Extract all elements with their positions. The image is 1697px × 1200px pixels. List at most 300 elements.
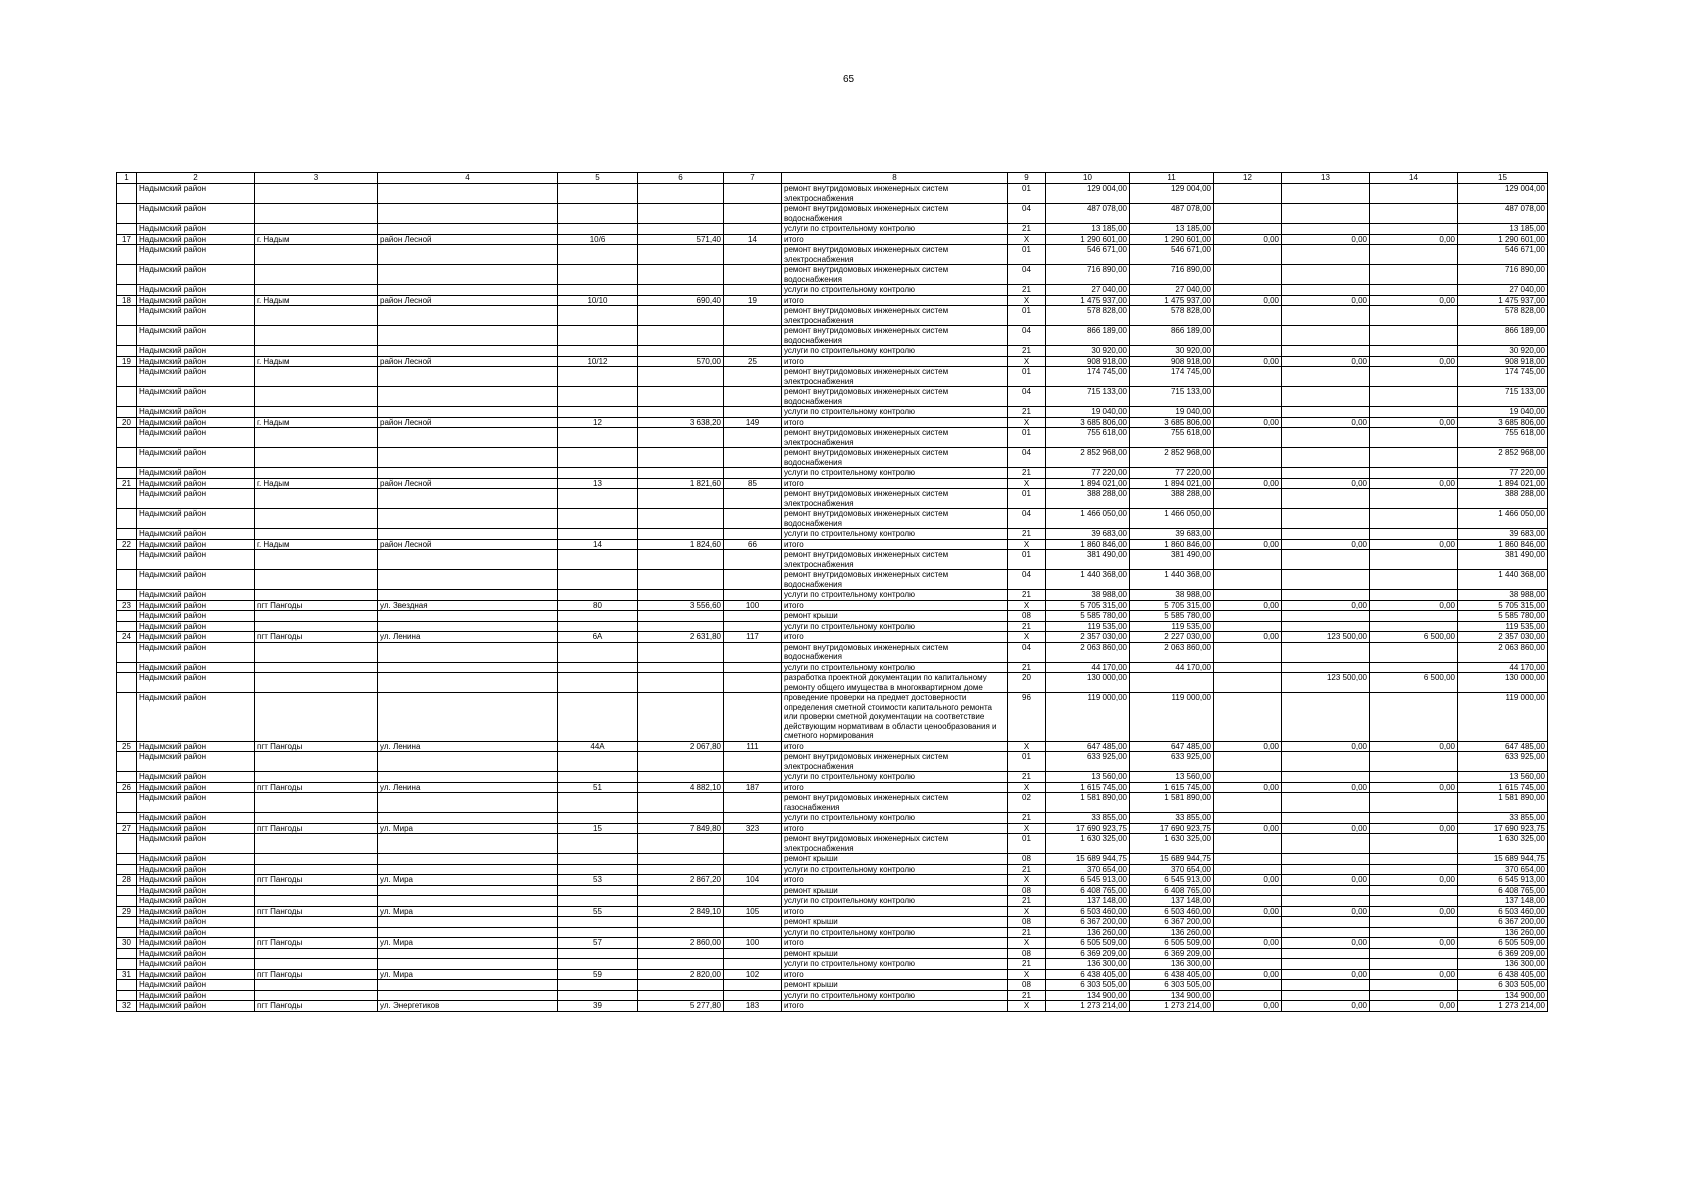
street-cell xyxy=(378,468,558,479)
house-number-cell xyxy=(558,834,638,854)
area-cell: 5 277,80 xyxy=(638,1001,724,1012)
house-number-cell xyxy=(558,468,638,479)
settlement-cell xyxy=(255,990,378,1001)
street-cell xyxy=(378,184,558,204)
fund-cost-cell: 5 705 315,00 xyxy=(1130,600,1214,611)
work-code-cell: 04 xyxy=(1008,448,1046,468)
street-cell: ул. Мира xyxy=(378,906,558,917)
settlement-cell: г. Надым xyxy=(255,539,378,550)
street-cell xyxy=(378,752,558,772)
fund-cost-cell: 1 440 368,00 xyxy=(1130,570,1214,590)
table-row xyxy=(117,346,1548,357)
settlement-cell xyxy=(255,642,378,662)
municipal-cost-cell: 0,00 xyxy=(1282,1001,1370,1012)
area-cell xyxy=(638,285,724,296)
municipality-cell: Надымский район xyxy=(137,896,255,907)
municipal-cost-cell xyxy=(1282,570,1370,590)
row-number-cell xyxy=(117,813,137,824)
fund-cost-cell: 119 535,00 xyxy=(1130,621,1214,632)
column-number-13: 13 xyxy=(1282,173,1370,184)
budget-cost-cell xyxy=(1214,927,1282,938)
street-cell: район Лесной xyxy=(378,417,558,428)
residents-cell: 66 xyxy=(724,539,782,550)
work-code-cell: 01 xyxy=(1008,184,1046,204)
owners-cost-cell: 0,00 xyxy=(1370,417,1458,428)
budget-cost-cell xyxy=(1214,864,1282,875)
fund-cost-cell: 39 683,00 xyxy=(1130,529,1214,540)
municipality-cell: Надымский район xyxy=(137,468,255,479)
street-cell xyxy=(378,285,558,296)
work-code-cell: X xyxy=(1008,1001,1046,1012)
amount-cell: 136 300,00 xyxy=(1458,959,1548,970)
owners-cost-cell xyxy=(1370,448,1458,468)
house-number-cell xyxy=(558,224,638,235)
owners-cost-cell xyxy=(1370,590,1458,601)
total-cost-cell: 5 705 315,00 xyxy=(1046,600,1130,611)
settlement-cell xyxy=(255,885,378,896)
municipality-cell: Надымский район xyxy=(137,600,255,611)
settlement-cell: пгт Пангоды xyxy=(255,969,378,980)
amount-cell: 19 040,00 xyxy=(1458,407,1548,418)
municipality-cell: Надымский район xyxy=(137,927,255,938)
residents-cell xyxy=(724,590,782,601)
owners-cost-cell xyxy=(1370,224,1458,235)
area-cell xyxy=(638,990,724,1001)
total-cost-cell: 1 894 021,00 xyxy=(1046,478,1130,489)
work-code-cell: 01 xyxy=(1008,550,1046,570)
amount-cell: 6 369 209,00 xyxy=(1458,948,1548,959)
fund-cost-cell: 381 490,00 xyxy=(1130,550,1214,570)
budget-cost-cell xyxy=(1214,306,1282,326)
municipal-cost-cell: 0,00 xyxy=(1282,356,1370,367)
budget-cost-cell xyxy=(1214,611,1282,622)
settlement-cell xyxy=(255,693,378,742)
municipal-cost-cell: 0,00 xyxy=(1282,417,1370,428)
amount-cell: 33 855,00 xyxy=(1458,813,1548,824)
settlement-cell: пгт Пангоды xyxy=(255,600,378,611)
municipality-cell: Надымский район xyxy=(137,621,255,632)
municipality-cell: Надымский район xyxy=(137,969,255,980)
work-type-cell: ремонт внутридомовых инженерных систем электроснабжения xyxy=(782,428,1008,448)
settlement-cell xyxy=(255,224,378,235)
table-row xyxy=(117,662,1548,673)
municipal-cost-cell xyxy=(1282,793,1370,813)
budget-cost-cell xyxy=(1214,448,1282,468)
house-number-cell xyxy=(558,752,638,772)
row-number-cell xyxy=(117,570,137,590)
budget-cost-cell xyxy=(1214,204,1282,224)
table-row xyxy=(117,428,1548,448)
fund-cost-cell: 1 894 021,00 xyxy=(1130,478,1214,489)
street-cell xyxy=(378,590,558,601)
municipality-cell: Надымский район xyxy=(137,367,255,387)
work-type-cell: услуги по строительному контролю xyxy=(782,285,1008,296)
fund-cost-cell: 1 860 846,00 xyxy=(1130,539,1214,550)
street-cell xyxy=(378,367,558,387)
owners-cost-cell xyxy=(1370,550,1458,570)
amount-cell: 755 618,00 xyxy=(1458,428,1548,448)
total-cost-cell: 2 852 968,00 xyxy=(1046,448,1130,468)
total-cost-cell: 15 689 944,75 xyxy=(1046,854,1130,865)
row-number-cell xyxy=(117,468,137,479)
amount-cell: 388 288,00 xyxy=(1458,489,1548,509)
house-number-cell: 80 xyxy=(558,600,638,611)
budget-cost-cell xyxy=(1214,917,1282,928)
row-number-cell xyxy=(117,326,137,346)
row-number-cell xyxy=(117,407,137,418)
settlement-cell: г. Надым xyxy=(255,234,378,245)
street-cell xyxy=(378,693,558,742)
house-number-cell xyxy=(558,611,638,622)
owners-cost-cell xyxy=(1370,793,1458,813)
area-cell: 1 824,60 xyxy=(638,539,724,550)
owners-cost-cell: 6 500,00 xyxy=(1370,673,1458,693)
owners-cost-cell xyxy=(1370,326,1458,346)
residents-cell xyxy=(724,306,782,326)
house-number-cell: 10/6 xyxy=(558,234,638,245)
row-number-cell xyxy=(117,509,137,529)
work-type-cell: ремонт внутридомовых инженерных систем электроснабжения xyxy=(782,184,1008,204)
settlement-cell: г. Надым xyxy=(255,417,378,428)
house-number-cell xyxy=(558,980,638,991)
house-number-cell: 39 xyxy=(558,1001,638,1012)
table-row xyxy=(117,782,1548,793)
table-row xyxy=(117,489,1548,509)
residents-cell xyxy=(724,896,782,907)
total-cost-cell: 136 260,00 xyxy=(1046,927,1130,938)
municipality-cell: Надымский район xyxy=(137,813,255,824)
municipality-cell: Надымский район xyxy=(137,772,255,783)
work-code-cell: X xyxy=(1008,539,1046,550)
owners-cost-cell xyxy=(1370,990,1458,1001)
house-number-cell xyxy=(558,326,638,346)
area-cell: 570,00 xyxy=(638,356,724,367)
area-cell: 1 821,60 xyxy=(638,478,724,489)
column-number-12: 12 xyxy=(1214,173,1282,184)
municipality-cell: Надымский район xyxy=(137,448,255,468)
work-code-cell: 21 xyxy=(1008,346,1046,357)
residents-cell xyxy=(724,752,782,772)
budget-cost-cell xyxy=(1214,896,1282,907)
municipal-cost-cell xyxy=(1282,428,1370,448)
fund-cost-cell: 17 690 923,75 xyxy=(1130,823,1214,834)
municipality-cell: Надымский район xyxy=(137,489,255,509)
table-row xyxy=(117,813,1548,824)
budget-cost-cell xyxy=(1214,245,1282,265)
page-number: 65 xyxy=(842,74,855,85)
work-code-cell: X xyxy=(1008,234,1046,245)
budget-cost-cell xyxy=(1214,673,1282,693)
work-type-cell: ремонт крыши xyxy=(782,854,1008,865)
amount-cell: 6 545 913,00 xyxy=(1458,875,1548,886)
budget-cost-cell xyxy=(1214,428,1282,448)
municipality-cell: Надымский район xyxy=(137,570,255,590)
owners-cost-cell xyxy=(1370,854,1458,865)
budget-cost-cell xyxy=(1214,834,1282,854)
work-code-cell: X xyxy=(1008,295,1046,306)
area-cell xyxy=(638,948,724,959)
table-body xyxy=(117,184,1548,1012)
table-row xyxy=(117,204,1548,224)
owners-cost-cell xyxy=(1370,662,1458,673)
amount-cell: 2 357 030,00 xyxy=(1458,632,1548,643)
fund-cost-cell: 1 466 050,00 xyxy=(1130,509,1214,529)
area-cell xyxy=(638,224,724,235)
total-cost-cell: 6 367 200,00 xyxy=(1046,917,1130,928)
house-number-cell xyxy=(558,673,638,693)
street-cell xyxy=(378,204,558,224)
municipality-cell: Надымский район xyxy=(137,356,255,367)
fund-cost-cell: 647 485,00 xyxy=(1130,741,1214,752)
residents-cell xyxy=(724,662,782,673)
street-cell xyxy=(378,245,558,265)
house-number-cell: 51 xyxy=(558,782,638,793)
fund-cost-cell: 5 585 780,00 xyxy=(1130,611,1214,622)
residents-cell xyxy=(724,346,782,357)
area-cell xyxy=(638,917,724,928)
municipality-cell: Надымский район xyxy=(137,428,255,448)
table-row xyxy=(117,306,1548,326)
total-cost-cell: 6 545 913,00 xyxy=(1046,875,1130,886)
work-type-cell: ремонт внутридомовых инженерных систем водоснабжения xyxy=(782,570,1008,590)
total-cost-cell: 715 133,00 xyxy=(1046,387,1130,407)
street-cell xyxy=(378,948,558,959)
total-cost-cell: 39 683,00 xyxy=(1046,529,1130,540)
budget-cost-cell xyxy=(1214,662,1282,673)
amount-cell: 370 654,00 xyxy=(1458,864,1548,875)
column-number-1: 1 xyxy=(117,173,137,184)
area-cell: 7 849,80 xyxy=(638,823,724,834)
house-number-cell: 12 xyxy=(558,417,638,428)
municipal-cost-cell xyxy=(1282,813,1370,824)
municipality-cell: Надымский район xyxy=(137,673,255,693)
budget-cost-cell xyxy=(1214,772,1282,783)
municipality-cell: Надымский район xyxy=(137,234,255,245)
residents-cell xyxy=(724,990,782,1001)
owners-cost-cell xyxy=(1370,367,1458,387)
residents-cell xyxy=(724,948,782,959)
area-cell xyxy=(638,489,724,509)
table-row xyxy=(117,600,1548,611)
area-cell xyxy=(638,468,724,479)
municipal-cost-cell: 0,00 xyxy=(1282,539,1370,550)
amount-cell: 27 040,00 xyxy=(1458,285,1548,296)
total-cost-cell: 27 040,00 xyxy=(1046,285,1130,296)
settlement-cell: пгт Пангоды xyxy=(255,632,378,643)
street-cell xyxy=(378,265,558,285)
work-type-cell: услуги по строительному контролю xyxy=(782,927,1008,938)
total-cost-cell: 1 475 937,00 xyxy=(1046,295,1130,306)
table-row xyxy=(117,885,1548,896)
municipal-cost-cell xyxy=(1282,529,1370,540)
municipal-cost-cell xyxy=(1282,621,1370,632)
street-cell xyxy=(378,885,558,896)
fund-cost-cell: 77 220,00 xyxy=(1130,468,1214,479)
table-row xyxy=(117,295,1548,306)
row-number-cell xyxy=(117,980,137,991)
municipal-cost-cell: 0,00 xyxy=(1282,969,1370,980)
table-row xyxy=(117,917,1548,928)
settlement-cell: г. Надым xyxy=(255,478,378,489)
amount-cell: 715 133,00 xyxy=(1458,387,1548,407)
work-type-cell: итого xyxy=(782,295,1008,306)
capital-repair-table xyxy=(116,172,1548,1012)
municipality-cell: Надымский район xyxy=(137,693,255,742)
work-type-cell: ремонт внутридомовых инженерных систем водоснабжения xyxy=(782,448,1008,468)
street-cell xyxy=(378,611,558,622)
table-row xyxy=(117,245,1548,265)
owners-cost-cell xyxy=(1370,184,1458,204)
settlement-cell: пгт Пангоды xyxy=(255,938,378,949)
budget-cost-cell: 0,00 xyxy=(1214,741,1282,752)
municipality-cell: Надымский район xyxy=(137,662,255,673)
municipal-cost-cell xyxy=(1282,245,1370,265)
settlement-cell xyxy=(255,184,378,204)
total-cost-cell: 13 185,00 xyxy=(1046,224,1130,235)
row-number-cell xyxy=(117,184,137,204)
owners-cost-cell: 0,00 xyxy=(1370,823,1458,834)
settlement-cell xyxy=(255,529,378,540)
residents-cell: 100 xyxy=(724,600,782,611)
municipality-cell: Надымский район xyxy=(137,642,255,662)
municipality-cell: Надымский район xyxy=(137,980,255,991)
table-row xyxy=(117,948,1548,959)
table-row xyxy=(117,356,1548,367)
municipal-cost-cell xyxy=(1282,927,1370,938)
street-cell xyxy=(378,959,558,970)
budget-cost-cell xyxy=(1214,693,1282,742)
settlement-cell xyxy=(255,948,378,959)
work-code-cell: 96 xyxy=(1008,693,1046,742)
total-cost-cell: 908 918,00 xyxy=(1046,356,1130,367)
column-number-7: 7 xyxy=(724,173,782,184)
row-number-cell xyxy=(117,306,137,326)
area-cell xyxy=(638,980,724,991)
area-cell xyxy=(638,772,724,783)
street-cell xyxy=(378,621,558,632)
work-type-cell: ремонт крыши xyxy=(782,885,1008,896)
street-cell xyxy=(378,896,558,907)
amount-cell: 119 000,00 xyxy=(1458,693,1548,742)
amount-cell: 130 000,00 xyxy=(1458,673,1548,693)
amount-cell: 13 560,00 xyxy=(1458,772,1548,783)
street-cell xyxy=(378,448,558,468)
budget-cost-cell xyxy=(1214,468,1282,479)
row-number-cell: 26 xyxy=(117,782,137,793)
area-cell xyxy=(638,793,724,813)
table-row xyxy=(117,285,1548,296)
settlement-cell xyxy=(255,570,378,590)
budget-cost-cell xyxy=(1214,407,1282,418)
municipal-cost-cell xyxy=(1282,959,1370,970)
table-row xyxy=(117,570,1548,590)
total-cost-cell: 6 505 509,00 xyxy=(1046,938,1130,949)
total-cost-cell: 1 615 745,00 xyxy=(1046,782,1130,793)
table-row xyxy=(117,990,1548,1001)
fund-cost-cell: 129 004,00 xyxy=(1130,184,1214,204)
owners-cost-cell xyxy=(1370,509,1458,529)
residents-cell xyxy=(724,184,782,204)
row-number-cell xyxy=(117,489,137,509)
municipal-cost-cell xyxy=(1282,948,1370,959)
work-code-cell: X xyxy=(1008,938,1046,949)
total-cost-cell: 130 000,00 xyxy=(1046,673,1130,693)
street-cell xyxy=(378,980,558,991)
house-number-cell xyxy=(558,285,638,296)
total-cost-cell: 388 288,00 xyxy=(1046,489,1130,509)
budget-cost-cell xyxy=(1214,885,1282,896)
budget-cost-cell: 0,00 xyxy=(1214,478,1282,489)
total-cost-cell: 134 900,00 xyxy=(1046,990,1130,1001)
table-row xyxy=(117,906,1548,917)
total-cost-cell: 30 920,00 xyxy=(1046,346,1130,357)
budget-cost-cell: 0,00 xyxy=(1214,234,1282,245)
owners-cost-cell xyxy=(1370,529,1458,540)
row-number-cell xyxy=(117,917,137,928)
municipal-cost-cell: 0,00 xyxy=(1282,906,1370,917)
settlement-cell xyxy=(255,550,378,570)
budget-cost-cell: 0,00 xyxy=(1214,906,1282,917)
fund-cost-cell: 1 273 214,00 xyxy=(1130,1001,1214,1012)
street-cell xyxy=(378,529,558,540)
fund-cost-cell: 136 260,00 xyxy=(1130,927,1214,938)
municipality-cell: Надымский район xyxy=(137,285,255,296)
fund-cost-cell: 136 300,00 xyxy=(1130,959,1214,970)
work-code-cell: X xyxy=(1008,969,1046,980)
amount-cell: 6 303 505,00 xyxy=(1458,980,1548,991)
municipal-cost-cell: 123 500,00 xyxy=(1282,673,1370,693)
area-cell xyxy=(638,621,724,632)
municipality-cell: Надымский район xyxy=(137,550,255,570)
budget-cost-cell: 0,00 xyxy=(1214,1001,1282,1012)
amount-cell: 1 440 368,00 xyxy=(1458,570,1548,590)
work-type-cell: услуги по строительному контролю xyxy=(782,896,1008,907)
municipal-cost-cell xyxy=(1282,326,1370,346)
house-number-cell xyxy=(558,346,638,357)
municipal-cost-cell xyxy=(1282,448,1370,468)
municipality-cell: Надымский район xyxy=(137,295,255,306)
municipal-cost-cell: 123 500,00 xyxy=(1282,632,1370,643)
residents-cell xyxy=(724,611,782,622)
house-number-cell: 44А xyxy=(558,741,638,752)
total-cost-cell: 6 438 405,00 xyxy=(1046,969,1130,980)
table-row xyxy=(117,875,1548,886)
residents-cell: 111 xyxy=(724,741,782,752)
column-number-5: 5 xyxy=(558,173,638,184)
total-cost-cell: 633 925,00 xyxy=(1046,752,1130,772)
total-cost-cell: 487 078,00 xyxy=(1046,204,1130,224)
total-cost-cell: 77 220,00 xyxy=(1046,468,1130,479)
house-number-cell: 59 xyxy=(558,969,638,980)
work-type-cell: проведение проверки на предмет достоверности определения сметной стоимости капитального ремонта или проверки сметной документации на соответствие действующим нормативам в области ценообразования и сметного нормирования xyxy=(782,693,1008,742)
settlement-cell xyxy=(255,590,378,601)
municipal-cost-cell: 0,00 xyxy=(1282,875,1370,886)
street-cell xyxy=(378,793,558,813)
owners-cost-cell xyxy=(1370,896,1458,907)
settlement-cell: пгт Пангоды xyxy=(255,741,378,752)
owners-cost-cell: 0,00 xyxy=(1370,234,1458,245)
street-cell xyxy=(378,224,558,235)
fund-cost-cell: 2 063 860,00 xyxy=(1130,642,1214,662)
total-cost-cell: 2 063 860,00 xyxy=(1046,642,1130,662)
house-number-cell: 53 xyxy=(558,875,638,886)
work-type-cell: итого xyxy=(782,478,1008,489)
municipality-cell: Надымский район xyxy=(137,224,255,235)
fund-cost-cell: 30 920,00 xyxy=(1130,346,1214,357)
house-number-cell: 6А xyxy=(558,632,638,643)
row-number-cell xyxy=(117,224,137,235)
work-type-cell: итого xyxy=(782,875,1008,886)
